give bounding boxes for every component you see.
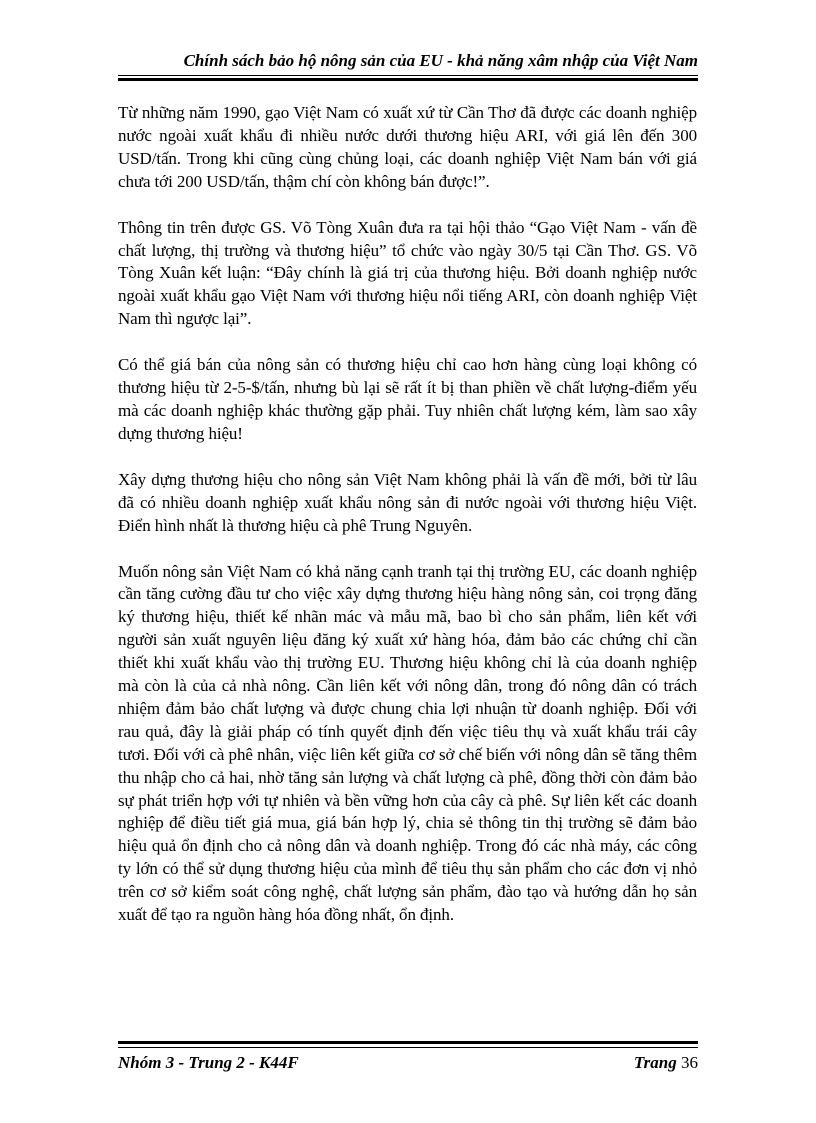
header-divider-thin [118, 75, 698, 76]
paragraph-2: Thông tin trên được GS. Võ Tòng Xuân đưa ra tại hội thảo “Gạo Việt Nam - vấn đề chất lượng, thị trường và thương hiệu” tổ chức vào ngày 30/5 tại Cần Thơ. GS. Võ Tòng Xuân kết luận: “Đây chính là giá trị của thương hiệu. Bởi doanh nghiệp nước ngoài xuất khẩu gạo Việt Nam với thương hiệu nổi tiếng ARI, còn doanh nghiệp Việt Nam thì ngược lại”. [118, 217, 697, 329]
footer-divider-thick [118, 1041, 698, 1044]
footer-divider-thin [118, 1047, 698, 1048]
footer-group-name: Nhóm 3 - Trung 2 - K44F [118, 1053, 299, 1072]
footer-page-indicator [634, 1052, 698, 1074]
paragraph-5: Muốn nông sản Việt Nam có khả năng cạnh tranh tại thị trường EU, các doanh nghiệp cần tăng cường đầu tư cho việc xây dựng thương hiệu hàng nông sản, coi trọng đăng ký thương hiệu, thiết kế nhãn mác và mẫu mã, bao bì cho sản phẩm, liên kết với người sản xuất nguyên liệu đăng ký xuất xứ hàng hóa, đảm bảo các chứng chỉ cần thiết khi xuất khẩu vào thị trường EU. Thương hiệu không chỉ là của doanh nghiệp mà còn là của cả nhà nông. Cần liên kết với nông dân, trong đó nông dân có trách nhiệm đảm bảo chất lượng và được chung chia lợi nhuận từ doanh nghiệp. Đối với rau quả, đây là giải pháp có tính quyết định đến việc tiêu thụ và xuất khẩu trái cây tươi. Đối với cà phê nhân, việc liên kết giữa cơ sở chế biến với nông dân sẽ tăng thêm thu nhập cho cả hai, nhờ tăng sản lượng và chất lượng cà phê, đồng thời còn đảm bảo sự phát triển hợp với tự nhiên và bền vững hơn của cây cà phê. Sự liên kết các doanh nghiệp để điều tiết giá mua, giá bán hợp lý, chia sẻ thông tin thị trường sẽ đảm bảo hiệu quả ổn định cho cả nông dân và doanh nghiệp. Trong đó các nhà máy, các công ty lớn có thể sử dụng thương hiệu của mình để tiêu thụ sản phẩm cho các đơn vị nhỏ trên cơ sở kiểm soát công nghệ, chất lượng sản phẩm, đào tạo và hướng dẫn họ sản xuất để tạo ra nguồn hàng hóa đồng nhất, ổn định. [118, 561, 697, 925]
document-body [118, 102, 697, 950]
paragraph-4: Xây dựng thương hiệu cho nông sản Việt Nam không phải là vấn đề mới, bởi từ lâu đã có nhiều doanh nghiệp xuất khẩu nông sản đi nước ngoài với thương hiệu Việt. Điển hình nhất là thương hiệu cà phê Trung Nguyên. [118, 469, 697, 535]
page-number: 36 [681, 1053, 698, 1072]
paragraph-1: Từ những năm 1990, gạo Việt Nam có xuất xứ từ Cần Thơ đã được các doanh nghiệp nước ngoài xuất khẩu đi nhiều nước dưới thương hiệu ARI, với giá lên đến 300 USD/tấn. Trong khi cũng cùng chủng loại, các doanh nghiệp Việt Nam bán với giá chưa tới 200 USD/tấn, thậm chí còn không bán được!”. [118, 103, 697, 191]
header-divider-thick [118, 78, 698, 81]
page-label: Trang [633, 1053, 677, 1072]
paragraph-3: Có thể giá bán của nông sản có thương hiệu chỉ cao hơn hàng cùng loại không có thương hiệu từ 2-5-$/tấn, nhưng bù lại sẽ rất ít bị than phiền về chất lượng-điểm yếu mà các doanh nghiệp khác thường gặp phải. Tuy nhiên chất lượng kém, làm sao xây dựng thương hiệu! [118, 355, 697, 443]
running-header-title: Chính sách bảo hộ nông sản của EU - khả năng xâm nhập của Việt Nam [183, 51, 698, 70]
